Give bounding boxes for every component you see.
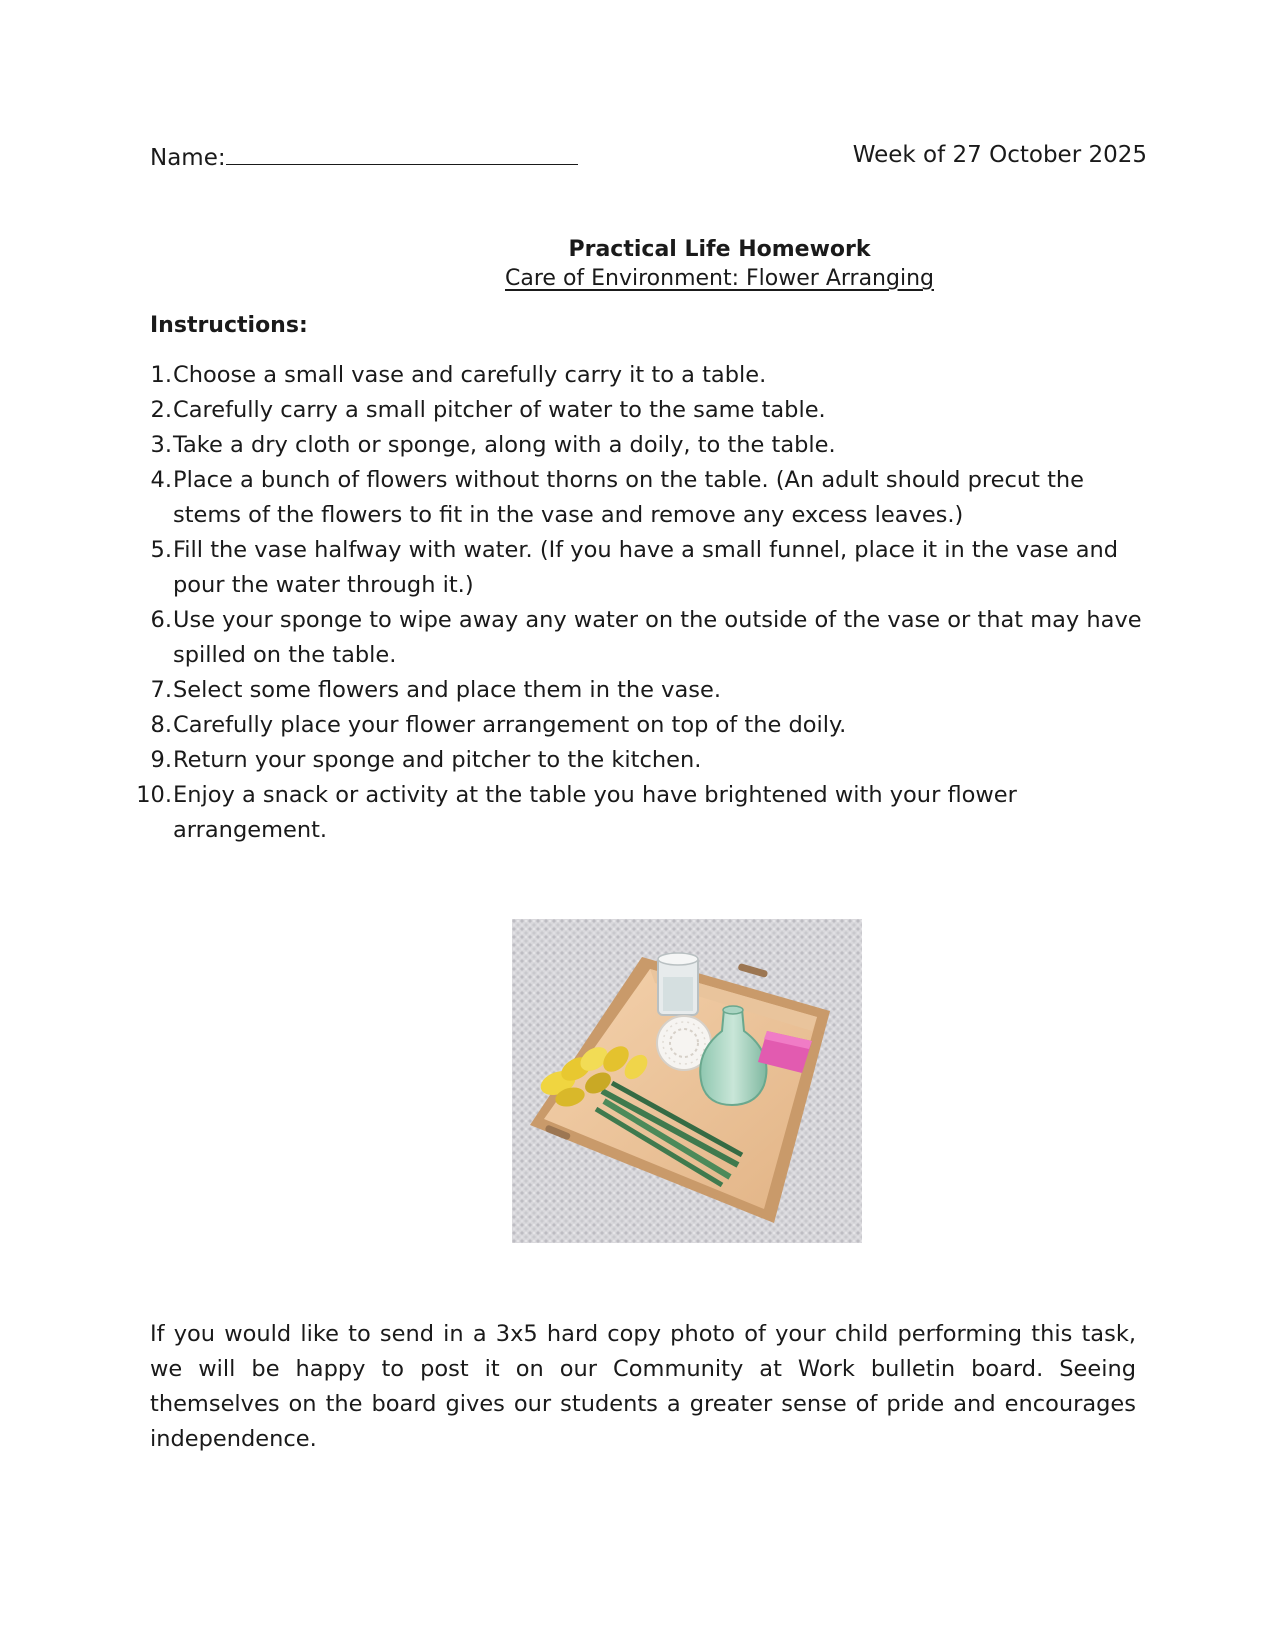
instruction-step — [133, 533, 1147, 603]
instruction-step — [133, 463, 1147, 533]
step-text: Use your sponge to wipe away any water on the outside of the vase or that may have spilled on the table. — [173, 607, 1142, 668]
step-number: 1. — [150, 362, 172, 388]
instruction-step — [133, 428, 1147, 463]
header-row — [150, 142, 1147, 178]
step-number: 2. — [150, 397, 172, 423]
step-text: Take a dry cloth or sponge, along with a doily, to the table. — [173, 432, 836, 458]
glass-pitcher — [658, 953, 698, 1015]
step-text: Return your sponge and pitcher to the kitchen. — [173, 747, 702, 773]
step-number: 7. — [150, 677, 172, 703]
step-number: 9. — [150, 747, 172, 773]
instructions-list — [133, 358, 1147, 848]
instruction-step — [133, 778, 1147, 848]
closing-paragraph: If you would like to send in a 3x5 hard copy photo of your child performing this task, we will be happy to post it on our Community at Work bulletin board. Seeing themselves on the board gives our students a greater sense of pride and encourages independence. — [150, 1321, 1136, 1452]
flower-tray-photo — [512, 919, 862, 1243]
name-blank-line[interactable] — [226, 142, 578, 165]
step-number: 4. — [150, 467, 172, 493]
instruction-step — [133, 393, 1147, 428]
step-number: 10. — [136, 782, 172, 808]
step-text: Carefully carry a small pitcher of water to the same table. — [173, 397, 826, 423]
name-field — [150, 142, 578, 171]
page-subtitle: Care of Environment: Flower Arranging — [505, 266, 934, 291]
step-number: 8. — [150, 712, 172, 738]
instruction-step — [133, 603, 1147, 673]
instruction-step — [133, 743, 1147, 778]
step-text: Enjoy a snack or activity at the table you have brightened with your flower arrangement. — [173, 782, 1017, 843]
page-title: Practical Life Homework — [568, 237, 871, 262]
instructions-heading: Instructions: — [150, 313, 308, 338]
step-number: 5. — [150, 537, 172, 563]
step-text: Carefully place your flower arrangement on top of the doily. — [173, 712, 847, 738]
step-number: 3. — [150, 432, 172, 458]
step-text: Place a bunch of flowers without thorns on the table. (An adult should precut the stems of the flowers to fit in the vase and remove any excess leaves.) — [173, 467, 1085, 528]
instruction-step — [133, 358, 1147, 393]
instruction-step — [133, 673, 1147, 708]
week-label: Week of 27 October 2025 — [852, 142, 1147, 168]
name-label: Name: — [150, 145, 226, 171]
step-text: Select some flowers and place them in the vase. — [173, 677, 721, 703]
instruction-step — [133, 708, 1147, 743]
step-text: Choose a small vase and carefully carry it to a table. — [173, 362, 767, 388]
step-text: Fill the vase halfway with water. (If you have a small funnel, place it in the vase and pour the water through it.) — [173, 537, 1119, 598]
step-number: 6. — [150, 607, 172, 633]
